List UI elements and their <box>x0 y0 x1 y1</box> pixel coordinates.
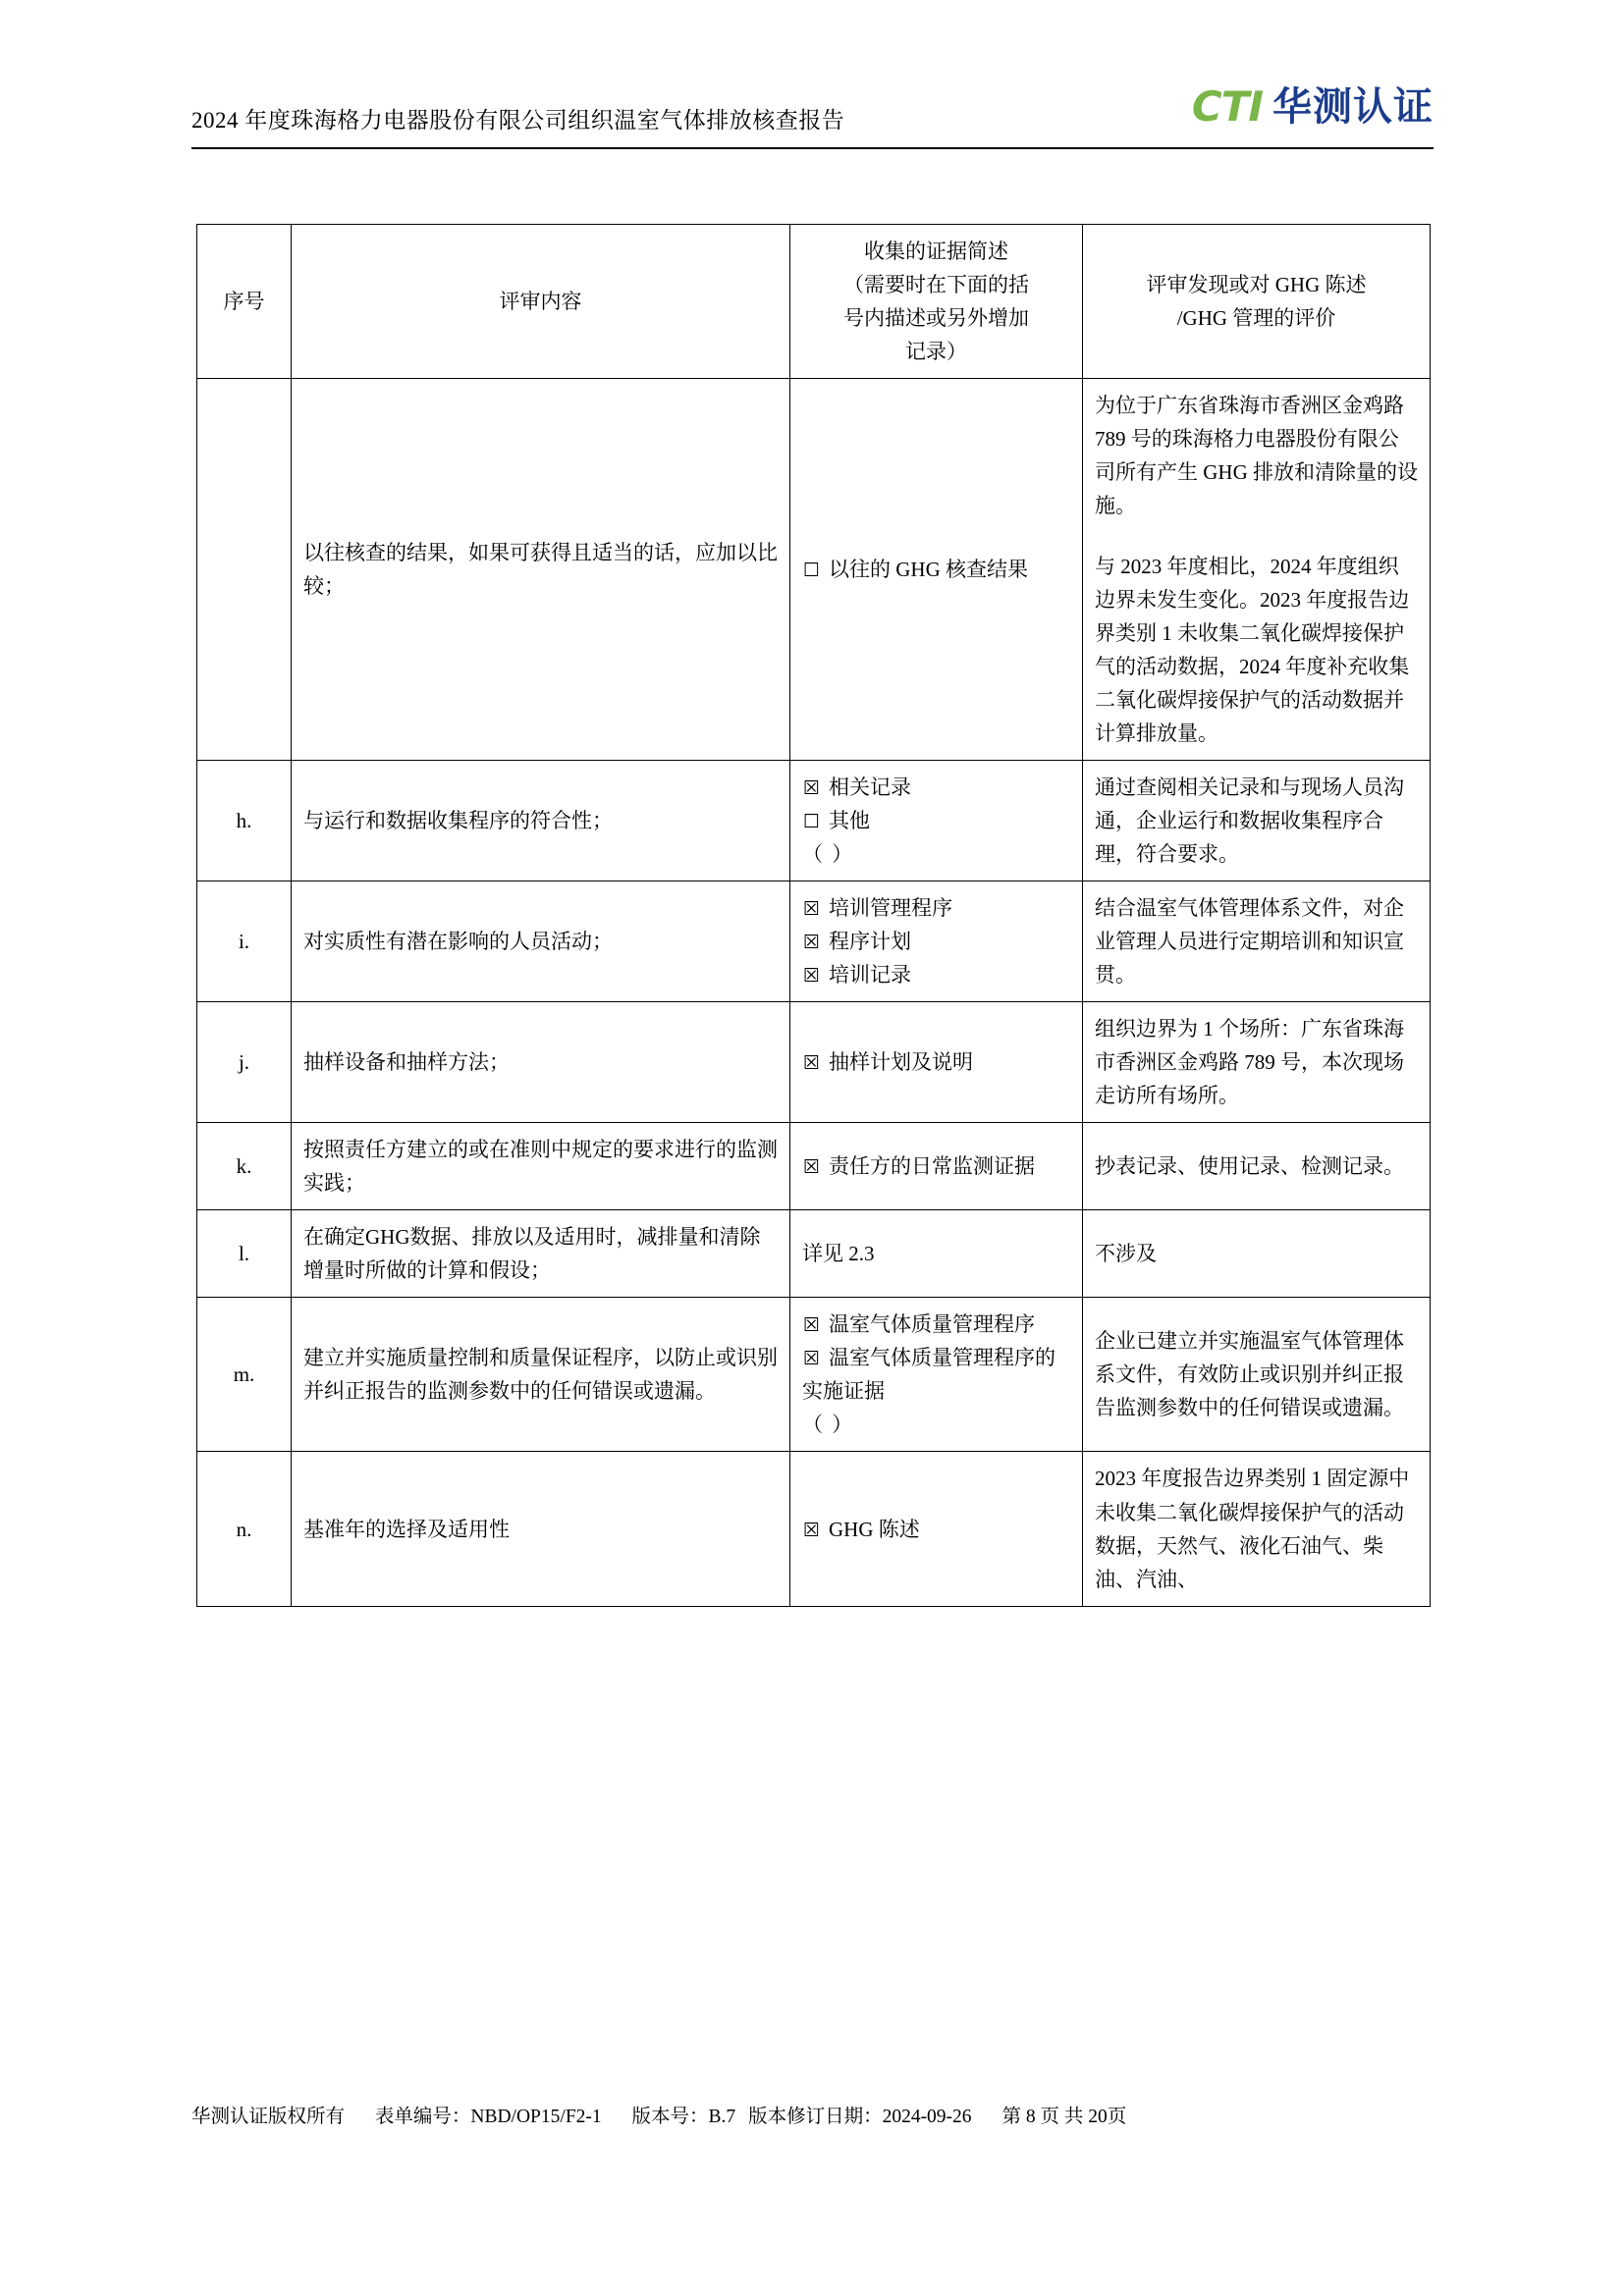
checkbox-item[interactable] <box>802 891 1070 925</box>
row-content: 抽样设备和抽样方法； <box>292 1002 790 1123</box>
table-row <box>197 379 1431 761</box>
checkbox-checked-icon[interactable]: ☒ <box>802 1348 821 1370</box>
row-index: j. <box>197 1002 292 1123</box>
header-divider <box>191 147 1434 149</box>
checkbox-item[interactable] <box>802 958 1070 991</box>
evidence-header-line4: 记录） <box>905 340 967 364</box>
row-content: 基准年的选择及适用性 <box>292 1452 790 1606</box>
evidence-header-line1: 收集的证据简述 <box>864 240 1008 263</box>
checkbox-item[interactable] <box>802 804 1070 837</box>
finding-header-line2: /GHG 管理的评价 <box>1176 306 1336 331</box>
row-evidence <box>790 1210 1083 1298</box>
checkbox-item[interactable] <box>802 1149 1070 1183</box>
checkbox-item[interactable] <box>802 1045 1070 1079</box>
row-index: k. <box>197 1123 292 1210</box>
checkbox-checked-icon[interactable]: ☒ <box>802 898 821 921</box>
table-row <box>197 1452 1431 1606</box>
checkbox-unchecked-icon[interactable]: ☐ <box>802 811 821 833</box>
row-evidence <box>790 1452 1083 1606</box>
row-evidence <box>790 379 1083 761</box>
checkbox-checked-icon[interactable]: ☒ <box>802 1314 821 1337</box>
table-header-row <box>197 225 1431 379</box>
checkbox-checked-icon[interactable]: ☒ <box>802 1052 821 1075</box>
row-evidence <box>790 1298 1083 1452</box>
footer-copyright: 华测认证版权所有 <box>191 2107 346 2127</box>
row-index <box>197 379 292 761</box>
cti-logo <box>1191 82 1434 131</box>
checkbox-item[interactable] <box>802 925 1070 958</box>
finding-paragraph: 组织边界为 1 个场所：广东省珠海市香洲区金鸡路 789 号，本次现场走访所有场所。 <box>1095 1017 1404 1108</box>
table-row <box>197 761 1431 881</box>
checkbox-label: 培训记录 <box>829 963 911 988</box>
finding-paragraph: 通过查阅相关记录和与现场人员沟通，企业运行和数据收集程序合理，符合要求。 <box>1095 775 1404 867</box>
logo-chinese-text: 华测认证 <box>1272 84 1434 130</box>
finding-paragraph: 与 2023 年度相比，2024 年度组织边界未发生变化。2023 年度报告边界类别 1 未收集二氧化碳焊接保护气的活动数据，2024 年度补充收集二氧化碳焊接保护气的活动数据并计算排放量。 <box>1095 555 1410 746</box>
review-table <box>196 224 1431 1607</box>
checkbox-label: 相关记录 <box>829 775 911 800</box>
checkbox-label: 抽样计划及说明 <box>829 1050 973 1075</box>
evidence-header-line3: 号内描述或另外增加 <box>843 306 1029 331</box>
table-row <box>197 1002 1431 1123</box>
row-content: 对实质性有潜在影响的人员活动； <box>292 881 790 1002</box>
footer-version: 版本号：B.7 <box>631 2107 736 2127</box>
row-index: n. <box>197 1452 292 1606</box>
footer-form-number: 表单编号：NBD/OP15/F2-1 <box>374 2107 602 2127</box>
checkbox-label: 温室气体质量管理程序 <box>829 1312 1035 1337</box>
checkbox-item[interactable] <box>802 553 1070 586</box>
row-content: 建立并实施质量控制和质量保证程序，以防止或识别并纠正报告的监测参数中的任何错误或遗漏。 <box>292 1298 790 1452</box>
checkbox-checked-icon[interactable]: ☒ <box>802 932 821 954</box>
row-evidence <box>790 881 1083 1002</box>
page-header <box>191 82 1434 147</box>
column-header-finding <box>1083 225 1431 379</box>
table-row <box>197 1298 1431 1452</box>
header-title: 2024 年度珠海格力电器股份有限公司组织温室气体排放核查报告 <box>191 108 845 133</box>
checkbox-label: 责任方的日常监测证据 <box>829 1154 1035 1179</box>
row-content: 按照责任方建立的或在准则中规定的要求进行的监测实践； <box>292 1123 790 1210</box>
row-content: 在确定GHG数据、排放以及适用时，减排量和清除增量时所做的计算和假设； <box>292 1210 790 1298</box>
row-finding <box>1083 1002 1431 1123</box>
checkbox-label: 培训管理程序 <box>829 896 952 921</box>
finding-paragraph: 企业已建立并实施温室气体管理体系文件，有效防止或识别并纠正报告监测参数中的任何错误或遗漏。 <box>1095 1329 1404 1420</box>
logo-latin-text: CTI <box>1191 82 1263 131</box>
page-footer <box>191 2101 1438 2128</box>
row-evidence <box>790 1123 1083 1210</box>
checkbox-checked-icon[interactable]: ☒ <box>802 1519 821 1541</box>
table-row <box>197 881 1431 1002</box>
finding-paragraph: 2023 年度报告边界类别 1 固定源中未收集二氧化碳焊接保护气的活动数据，天然气、液化石油气、柴油、汽油、 <box>1095 1467 1410 1591</box>
row-finding <box>1083 761 1431 881</box>
finding-paragraph: 不涉及 <box>1095 1242 1157 1266</box>
evidence-note-blank[interactable]: （ ） <box>802 842 855 867</box>
review-table-container <box>196 224 1430 1607</box>
checkbox-label: 其他 <box>829 809 870 833</box>
finding-paragraph: 抄表记录、使用记录、检测记录。 <box>1095 1154 1404 1179</box>
checkbox-item[interactable] <box>802 1341 1070 1408</box>
footer-revision-date: 版本修订日期：2024-09-26 <box>748 2107 972 2127</box>
column-header-content: 评审内容 <box>292 225 790 379</box>
finding-paragraph: 结合温室气体管理体系文件，对企业管理人员进行定期培训和知识宣贯。 <box>1095 896 1404 988</box>
row-evidence <box>790 1002 1083 1123</box>
checkbox-item[interactable] <box>802 1308 1070 1341</box>
checkbox-checked-icon[interactable]: ☒ <box>802 965 821 988</box>
checkbox-label: 以往的 GHG 核查结果 <box>829 558 1028 582</box>
evidence-header-line2: （需要时在下面的括 <box>843 273 1029 297</box>
row-finding <box>1083 1210 1431 1298</box>
row-evidence <box>790 761 1083 881</box>
row-finding <box>1083 1298 1431 1452</box>
checkbox-label: 程序计划 <box>829 930 911 954</box>
checkbox-label: GHG 陈述 <box>829 1517 920 1541</box>
finding-paragraph: 为位于广东省珠海市香洲区金鸡路 789 号的珠海格力电器股份有限公司所有产生 GHG 排放和清除量的设施。 <box>1095 394 1418 518</box>
row-finding <box>1083 379 1431 761</box>
row-index: i. <box>197 881 292 1002</box>
checkbox-item[interactable] <box>802 771 1070 804</box>
table-row <box>197 1210 1431 1298</box>
evidence-note-blank[interactable]: （ ） <box>802 1413 855 1437</box>
checkbox-item[interactable] <box>802 1513 1070 1546</box>
row-index: m. <box>197 1298 292 1452</box>
checkbox-checked-icon[interactable]: ☒ <box>802 1156 821 1179</box>
evidence-reference-text: 详见 2.3 <box>802 1242 875 1266</box>
row-index: l. <box>197 1210 292 1298</box>
row-content: 与运行和数据收集程序的符合性； <box>292 761 790 881</box>
footer-page-number: 第 8 页 共 20页 <box>1001 2107 1127 2127</box>
row-content: 以往核查的结果，如果可获得且适当的话，应加以比较； <box>292 379 790 761</box>
table-row <box>197 1123 1431 1210</box>
row-finding <box>1083 1123 1431 1210</box>
row-finding <box>1083 1452 1431 1606</box>
checkbox-label: 温室气体质量管理程序的实施证据 <box>802 1346 1056 1404</box>
checkbox-unchecked-icon[interactable]: ☐ <box>802 560 821 582</box>
column-header-index: 序号 <box>197 225 292 379</box>
finding-header-line1: 评审发现或对 GHG 陈述 <box>1146 273 1367 297</box>
checkbox-checked-icon[interactable]: ☒ <box>802 777 821 800</box>
row-finding <box>1083 881 1431 1002</box>
column-header-evidence <box>790 225 1083 379</box>
row-index: h. <box>197 761 292 881</box>
